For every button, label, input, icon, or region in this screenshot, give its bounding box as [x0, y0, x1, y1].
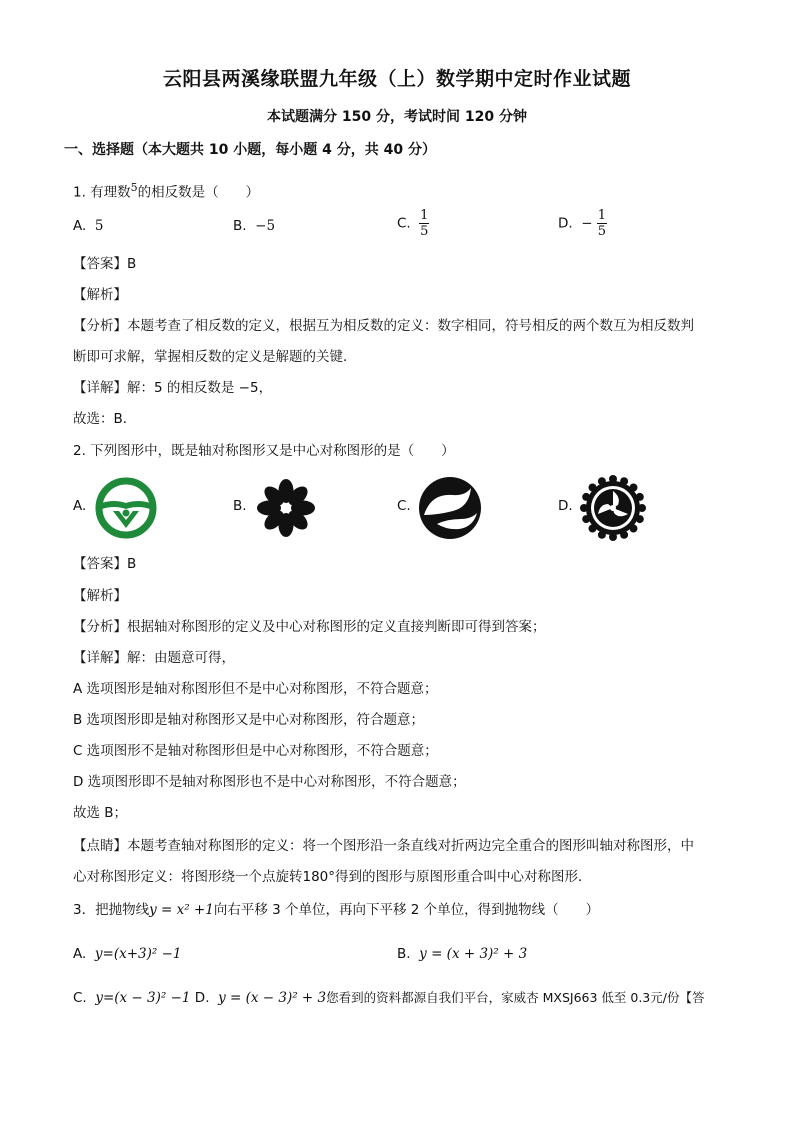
q3-stem-prefix: 3．把抛物线 — [73, 902, 150, 918]
q1-stem-prefix: 1. 有理数 — [73, 184, 131, 201]
q1-option-b-value: −5 — [255, 218, 276, 234]
q3-option-b-equation: y = (x + 3)² + 3 — [419, 946, 528, 962]
q1-fenxi-line1 — [73, 316, 694, 336]
q2-dianjing-line1 — [73, 836, 694, 856]
answer-value: B — [127, 256, 137, 272]
q3-option-b — [397, 946, 527, 962]
q3-stem-equation: y = x² +1 — [149, 902, 214, 918]
exam-subtitle: 本试题满分 150 分，考试时间 120 分钟 — [267, 109, 527, 125]
q3-option-b-label: B. — [397, 946, 411, 962]
q1-option-a — [73, 218, 103, 234]
q1-option-d-fraction — [597, 208, 607, 239]
q3-option-d-label: D. — [194, 990, 210, 1006]
q1-analysis-tag: 【解析】 — [73, 287, 127, 303]
q1-detail — [73, 378, 272, 398]
dianjing-tag: 【点睛】 — [73, 838, 127, 854]
yin-yang-leaf-icon — [417, 475, 483, 541]
answer-tag: 【答案】 — [73, 256, 127, 272]
q2-option-c-label: C. — [397, 498, 411, 514]
q2-line-d: D 选项图形即不是轴对称图形也不是中心对称图形，不符合题意； — [73, 774, 466, 790]
exam-title: 云阳县两溪缘联盟九年级（上）数学期中定时作业试题 — [162, 68, 631, 90]
detail-tag: 【详解】 — [73, 380, 127, 396]
q2-conclusion: 故选 B； — [73, 805, 128, 821]
q1-option-c — [397, 208, 429, 239]
q1-stem — [73, 178, 259, 203]
dianjing-text: 本题考查轴对称图形的定义：将一个图形沿一条直线对折两边完全重合的图形叫轴对称图形，中 — [127, 838, 694, 854]
q3-stem — [73, 900, 599, 920]
q3-option-c-label: C. — [73, 990, 87, 1006]
detail-tag: 【详解】 — [73, 650, 127, 666]
fraction-numerator: 1 — [597, 208, 607, 223]
q2-analysis-tag: 【解析】 — [73, 588, 127, 604]
q2-option-a-label: A. — [73, 498, 87, 514]
flower-icon — [254, 476, 318, 540]
q1-stem-number: 5 — [130, 181, 138, 194]
q1-conclusion: 故选：B． — [73, 411, 137, 427]
fenxi-text: 本题考查了相反数的定义，根据互为相反数的定义：数字相同，符号相反的两个数互为相反数判 — [127, 318, 694, 334]
fraction-denominator: 5 — [420, 224, 429, 239]
q3-option-a-equation: y=(x+3)² −1 — [94, 946, 182, 962]
q1-option-b — [233, 218, 275, 234]
q1-fenxi-line2: 断即可求解，掌握相反数的定义是解题的关键． — [73, 349, 357, 365]
q2-option-b-label: B. — [233, 498, 247, 514]
q3-option-d-equation: y = (x − 3)² + 3 — [218, 990, 327, 1006]
q1-option-c-fraction — [419, 208, 429, 239]
q2-line-c: C 选项图形不是轴对称图形但是中心对称图形，不符合题意； — [73, 743, 438, 759]
fraction-numerator: 1 — [420, 208, 429, 223]
q2-answer — [73, 554, 136, 574]
q1-option-d-label: D. — [558, 215, 573, 232]
green-emblem-icon — [94, 476, 158, 540]
section-heading: 一、选择题（本大题共 10 小题，每小题 4 分，共 40 分） — [64, 142, 436, 158]
scalloped-seal-icon — [580, 475, 646, 541]
fraction-denominator: 5 — [597, 224, 607, 239]
q1-option-d-sign: − — [581, 215, 593, 232]
q2-line-b: B 选项图形即是轴对称图形又是中心对称图形，符合题意； — [73, 712, 425, 728]
q3-option-a-label: A. — [73, 946, 87, 962]
fenxi-text: 根据轴对称图形的定义及中心对称图形的定义直接判断即可得到答案； — [127, 619, 546, 635]
q2-detail — [73, 648, 235, 668]
q1-option-d — [558, 208, 607, 239]
q2-dianjing-line2: 心对称图形定义：将图形绕一个点旋转180°得到的图形与原图形重合叫中心对称图形． — [73, 869, 592, 885]
q3-option-c-d-line — [73, 988, 704, 1006]
q3-option-a — [73, 946, 181, 962]
q1-stem-suffix: 的相反数是（ ） — [137, 184, 260, 201]
q2-stem: 2. 下列图形中，既是轴对称图形又是中心对称图形的是（ ） — [73, 443, 455, 459]
answer-tag: 【答案】 — [73, 556, 127, 572]
detail-text: 解：5 的相反数是 −5， — [127, 380, 273, 396]
q1-option-b-label: B. — [233, 218, 247, 234]
q1-option-c-label: C. — [397, 215, 411, 232]
fenxi-tag: 【分析】 — [73, 318, 127, 334]
q2-option-d-label: D. — [558, 498, 573, 514]
q3-option-c-equation: y=(x − 3)² −1 — [95, 990, 191, 1006]
q1-answer — [73, 254, 136, 274]
q1-option-a-value: 5 — [94, 218, 104, 234]
overflow-footer-text: 您看到的资料都源自我们平台，家威杏 MXSJ663 低至 0.3元/份【答 — [326, 990, 705, 1005]
q1-option-a-label: A. — [73, 218, 87, 234]
detail-text: 解：由题意可得， — [127, 650, 235, 666]
q2-fenxi — [73, 617, 546, 637]
q2-line-a: A 选项图形是轴对称图形但不是中心对称图形，不符合题意； — [73, 681, 438, 697]
answer-value: B — [127, 556, 137, 572]
q3-stem-suffix: 向右平移 3 个单位，再向下平移 2 个单位，得到抛物线（ ） — [213, 902, 600, 918]
fenxi-tag: 【分析】 — [73, 619, 127, 635]
